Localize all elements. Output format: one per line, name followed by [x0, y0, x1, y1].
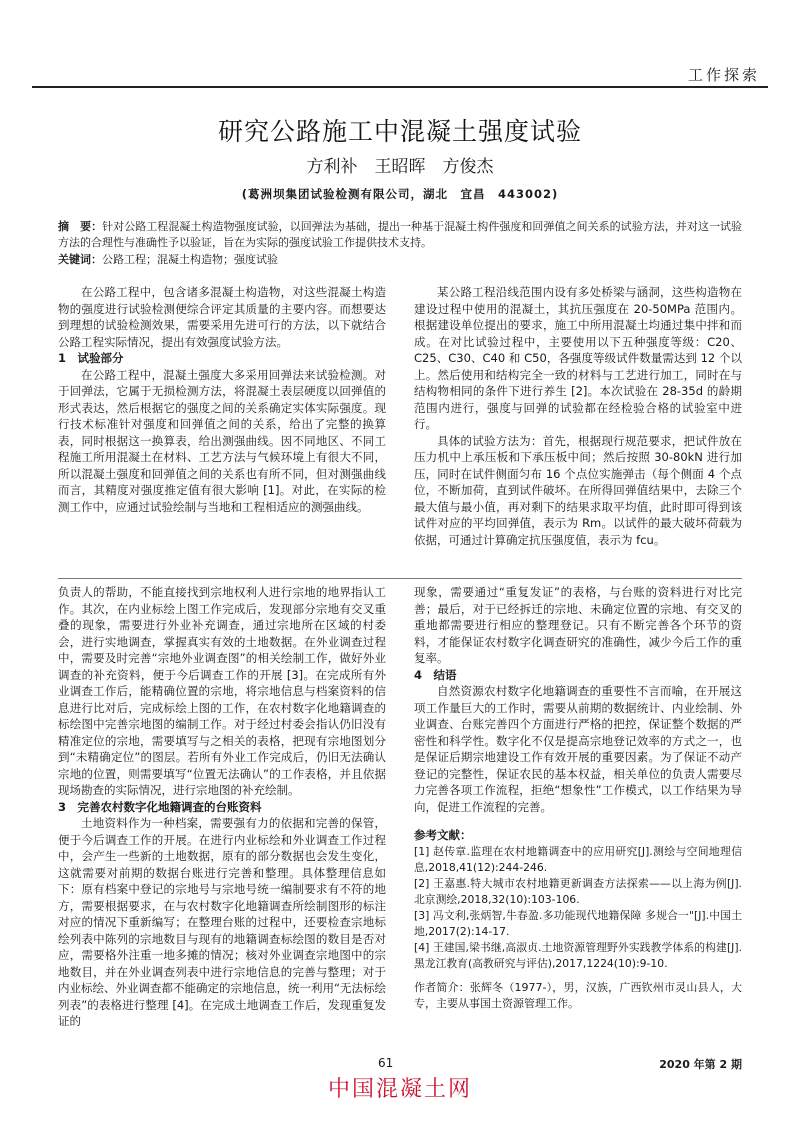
- paragraph: 自然资源农村数字化地籍调查的重要性不言而喻，在开展这项工作量巨大的工作时，需要从前期的数据统计、内业绘制、外业调查、台账完善四个方面进行严格的把控，保证整个数据的严密性和科学性。数字化不仅是提高宗地登记效率的方式之一，也是保证后期宗地建设工作有效开展的重要因素。为了保证不动产登记的完整性，保证农民的基本权益，相关单位的负责人需要尽力完善各项工作流程，拒绝“想象性”工作模式，以工作结果为导向，促进工作流程的完善。: [414, 684, 742, 814]
- abstract-text: 针对公路工程混凝土构造物强度试验，以回弹法为基础，提出一种基于混凝土构件强度和回弹值之间关系的试验方法，并对这一试验方法的合理性与准确性予以验证，旨在为实际的强度试验工作提供技术支持。: [58, 220, 743, 249]
- abstract-label: 摘 要：: [58, 220, 103, 233]
- top-right-column: [414, 284, 742, 548]
- bottom-right-column: [414, 584, 742, 1012]
- article-authors: 方利补 王昭晖 方俊杰: [306, 157, 494, 177]
- author-note: 作者简介：张辉冬（1977-），男，汉族，广西钦州市灵山县人，大专，主要从事国土资源管理工作。: [414, 980, 742, 1010]
- keywords: [58, 251, 278, 267]
- section-heading-1: 1 试验部分: [58, 351, 124, 365]
- page-number: 61: [378, 1056, 394, 1070]
- section-heading-4: 4 结语: [414, 667, 457, 682]
- reference-item: [2] 王嘉惠.特大城市农村地籍更新调查方法探索——以上海为例[J].北京测绘,2018,32(10):103-106.: [414, 876, 742, 906]
- paragraph: 在公路工程中，包含诸多混凝土构造物，对这些混凝土构造物的强度进行试验检测便综合评定其质量的主要内容。而想要达到理想的试验检测效果，需要采用先进可行的方法，以下就结合公路工程实际情况，提出有效强度试验方法。: [58, 285, 386, 349]
- bottom-left-column: [58, 584, 386, 1030]
- section-label: 工作探索: [687, 66, 760, 84]
- paragraph: 具体的试验方法为：首先，根据现行规范要求，把试件放在压力机中上承压板和下承压板中间；然后按照 30-80kN 进行加压，同时在试件侧面匀布 16 个点位实施弹击（每个侧面 4 个点位，不断加荷，直到试件破坏。在所得回弹值结果中，去除三个最大值与最小值，再对剩下的结果求取平均值，此时即可得到该试件对应的平均回弹值，表示为 Rm。以试件的最大破坏荷载为依据，可通过计算确定抗压强度值，表示为 fcu。: [414, 433, 742, 547]
- references-heading: 参考文献：: [414, 828, 472, 842]
- top-left-column: [58, 284, 386, 515]
- section-divider: [58, 578, 742, 579]
- paragraph: 现象，需要通过“重复发证”的表格，与台账的资料进行对比完善；最后，对于已经拆迁的宗地、未确定位置的宗地、有交叉的重地都需要进行相应的整理登记。只有不断完善各个环节的资料，才能保证农村数字化调查研究的准确性，减少今后工作的重复率。: [414, 585, 742, 665]
- article-affiliation: (葛洲坝集团试验检测有限公司，湖北 宜昌 443002): [241, 187, 559, 201]
- footer-brand-watermark: 中国混凝土网: [327, 1077, 472, 1102]
- abstract: [58, 219, 742, 251]
- issue-label: 2020 年第 2 期: [659, 1058, 742, 1071]
- section-heading-3: 3 完善农村数字化地籍调查的台账资料: [58, 799, 262, 814]
- reference-item: [1] 赵传章.监理在农村地籍调查中的应用研究[J].测绘与空间地理信息,2018,41(12):244-246.: [414, 844, 742, 874]
- paragraph: 在公路工程中，混凝土强度大多采用回弹法来试验检测。对于回弹法，它属于无损检测方法，将混凝土表层硬度以回弹值的形式表达，然后根据它的强度之间的关系确定实体实际强度。现行技术标准针对强度和回弹值之间的关系，给出了完整的换算表，同时根据这一换算表，给出测强曲线。因不同地区、不同工程施工所用混凝土在材料、工艺方法与气候环境上有很大不同，所以混凝土强度和回弹值之间的关系也有所不同，但对测强曲线而言，其精度对强度推定值有很大影响 [1]。对此，在实际的检测工作中，应通过试验绘制与当地和工程相适应的测强曲线。: [58, 367, 386, 514]
- reference-item: [4] 王建国,梁书继,高淑贞.土地资源管理野外实践教学体系的构建[J].黑龙江教育(高教研究与评估),2017,1224(10):9-10.: [414, 940, 742, 970]
- keywords-text: 公路工程；混凝土构造物；强度试验: [102, 253, 278, 266]
- keywords-label: 关键词：: [58, 253, 102, 266]
- reference-item: [3] 冯文利,张炳智,牛春盈.多功能现代地籍保障 多规合一"[J].中国土地,2017(2):14-17.: [414, 908, 742, 938]
- paragraph: 某公路工程沿线范围内设有多处桥梁与涵洞，这些构造物在建设过程中使用的混凝土，其抗压强度在 20-50MPa 范围内。根据建设单位提出的要求，施工中所用混凝土均通过集中拌和而成。在对比试验过程中，主要使用以下五种强度等级：C20、C25、C30、C40 和 C50，各强度等级试件数量需达到 12 个以上。然后使用和结构完全一致的材料与工艺进行加工，同时在与结构物相同的条件下进行养生 [2]。本次试验在 28-35d 的龄期范围内进行，强度与回弹的试验都在经检验合格的试验室中进行。: [414, 285, 742, 431]
- paragraph: 土地资料作为一种档案，需要强有力的依据和完善的保管，便于今后调查工作的开展。在进行内业标绘和外业调查工作过程中，会产生一些新的土地数据，原有的部分数据也会发生变化，这就需要对前期的数据台账进行完善和整理。具体整理信息如下：原有档案中登记的宗地号与宗地号统一编制要求有不符的地方，需要根据要求，在与农村数字化地籍调查所绘制图形的标注对应的情况下重新编写；在整理台账的过程中，还要检查宗地标绘列表中陈列的宗地数目与现有的地籍调查标绘图的数目是否对应，需要格外注重一地多摊的情况；核对外业调查宗地图中的宗地数目，并在外业调查列表中进行宗地信息的完善与整理；对于内业标绘、外业调查都不能确定的宗地信息，统一利用“无法标绘列表”的表格进行整理 [4]。在完成土地调查工作后，发现重复发证的: [58, 816, 386, 1028]
- article-title: 研究公路施工中混凝土强度试验: [217, 117, 582, 146]
- paragraph: 负责人的帮助，不能直接找到宗地权利人进行宗地的地界指认工作。其次，在内业标绘上图工作完成后，发现部分宗地有交叉重叠的现象，需要进行外业补充调查，通过宗地所在区域的村委会，进行实地调查，掌握真实有效的土地数据。在外业调查过程中，需要及时完善“宗地外业调查图”的相关绘制工作，做好外业调查的补充资料，便于今后调查工作的开展 [3]。在完成所有外业调查工作后，能精确位置的宗地，将宗地信息与档案资料的信息进行比对后，完成标绘上图的工作，在农村数字化地籍调查的标绘图中完善宗地图的编制工作。对于经过村委会指认仍旧没有精准定位的宗地，需要填写与之相关的表格，把现有宗地图划分到“未精确定位”的图层。若所有外业工作完成后，仍旧无法确认宗地的位置，则需要填写“位置无法确认”的工作表格，并且依据现场勘查的实际情况，进行宗地图的补充绘制。: [58, 585, 386, 797]
- header-rule: [32, 86, 768, 88]
